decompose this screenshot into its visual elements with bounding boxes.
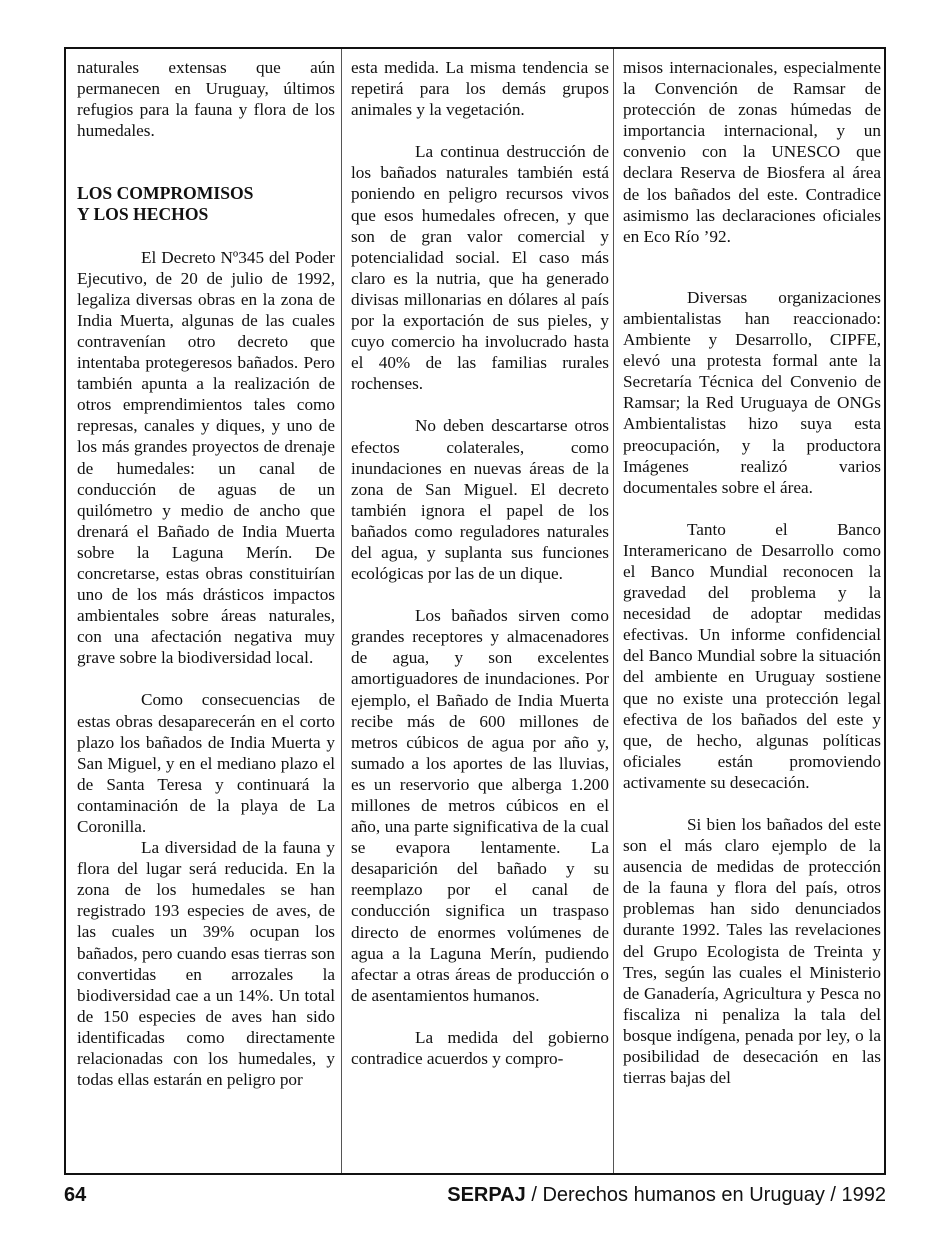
page-number: 64 xyxy=(64,1184,87,1206)
page-footer xyxy=(64,1184,886,1214)
paragraph: Los bañados sirven como grandes receptores y almacenadores de agua, y son excelentes amortiguadores de inundaciones. Por ejemplo, el Bañado de India Muerta recibe más de 600 millones de metros cúbicos de agua por año y, sumado a los aportes de las lluvias, es un reservorio que alberga 1.200 millones de metros cúbicos en el año, una parte significativa de la cual se evapora lentamente. La desaparición del bañado y su reemplazo por el canal de conducción significa un traspaso directo de enormes volúmenes de agua a la Laguna Merín, pudiendo afectar a otras áreas de producción o de asentamientos humanos. xyxy=(351,606,609,1005)
right-column xyxy=(623,57,881,1088)
paragraph: El Decreto Nº345 del Poder Ejecutivo, de 20 de julio de 1992, legaliza diversas obras en la zona de India Muerta, algunas de las cuales contravenían otro decreto que intentaba protegeresos bañados. Pero también apunta a la realización de otros emprendimientos tales como represas, canales y diques, y uno de los más grandes proyectos de drenaje de humedales: un canal de conducción de aguas de un quilómetro y medio de ancho que drenará el Bañado de India Muerta sobre la Laguna Merín. De concretarse, estas obras constituirían uno de los más drásticos impactos ambientales sobre áreas naturales, con una afectación negativa muy grave sobre la biodiversidad local. xyxy=(77,247,335,668)
paragraph: La diversidad de la fauna y flora del lugar será reducida. En la zona de los humedales se han registrado 193 especies de aves, de las cuales un 39% ocupan los bañados, pero cuando esas tierras son convertidas en arrozales la biodiversidad cae a un 14%. Un total de 150 especies de aves han sido identificadas como directamente relacionadas con los humedales, y todas ellas estarán en peligro por xyxy=(77,838,335,1090)
paragraph: naturales extensas que aún permanecen en Uruguay, últimos refugios para la fauna y flora de los humedales. xyxy=(77,58,335,141)
column-divider xyxy=(613,49,614,1173)
section-heading xyxy=(77,183,335,225)
paragraph: Como consecuencias de estas obras desaparecerán en el corto plazo los bañados de India Muerta y San Miguel, y en el mediano plazo el de Santa Teresa y continuará la contaminación de la playa de La Coronilla. xyxy=(77,690,335,836)
heading-line: Y LOS HECHOS xyxy=(77,204,209,225)
heading-line: LOS COMPROMISOS xyxy=(77,183,254,204)
column-divider xyxy=(341,49,342,1173)
paragraph: Diversas organizaciones ambientalistas han reaccionado: Ambiente y Desarrollo, CIPFE, elevó una protesta formal ante la Secretaría Técnica del Convenio de Ramsar; la Red Uruguaya de ONGs Ambientalistas hizo suya esta preocupación, y la productora Imágenes realizó varios documentales sobre el área. xyxy=(623,287,881,497)
paragraph: No deben descartarse otros efectos colaterales, como inundaciones en nuevas áreas de la zona de San Miguel. El decreto también ignora el papel de los bañados como reguladores naturales del agua, y suplanta sus funciones ecológicas por las de un dique. xyxy=(351,416,609,584)
publisher-name: SERPAJ xyxy=(447,1184,526,1206)
middle-column xyxy=(351,57,609,1069)
paragraph: Tanto el Banco Interamericano de Desarrollo como el Banco Mundial reconocen la gravedad del problema y la necesidad de adoptar medidas efectivas. Un informe confidencial del Banco Mundial sobre la situación del ambiente en Uruguay sostiene que no existe una protección legal efectiva de los bañados del este y que, de hecho, algunas políticas oficiales están promoviendo activamente su desecación. xyxy=(623,519,881,792)
left-column xyxy=(77,57,335,1090)
running-footer xyxy=(447,1184,886,1207)
paragraph: misos internacionales, especialmente la Convención de Ramsar de protección de zonas húmedas de importancia internacional, y un convenio con la UNESCO que declara Reserva de Biosfera al área de los bañados del este. Contradice asimismo las declaraciones oficiales en Eco Río ’92. xyxy=(623,58,881,246)
paragraph: esta medida. La misma tendencia se repetirá para los demás grupos animales y la vegetación. xyxy=(351,58,609,120)
page-frame xyxy=(64,47,886,1175)
publication-title: / Derechos humanos en Uruguay / 1992 xyxy=(525,1184,886,1206)
paragraph: La continua destrucción de los bañados naturales también está poniendo en peligro recursos vivos que esos humedales ofrecen, y que son de gran valor comercial y potencialidad social. El caso más claro es la nutria, que ha generado divisas millonarias en dólares al país por la exportación de sus pieles, y cuyo comercio ha involucrado hasta el 40% de las familias rurales rochenses. xyxy=(351,142,609,394)
paragraph: Si bien los bañados del este son el más claro ejemplo de la ausencia de medidas de protección de la fauna y flora del país, otros problemas han sido denunciados durante 1992. Tales las revelaciones del Grupo Ecologista de Treinta y Tres, según las cuales el Ministerio de Ganadería, Agricultura y Pesca no fiscaliza ni penaliza la tala del bosque indígena, penada por ley, o la posibilidad de desecación en las tierras bajas del xyxy=(623,815,881,1088)
paragraph: La medida del gobierno contradice acuerdos y compro- xyxy=(351,1027,609,1069)
